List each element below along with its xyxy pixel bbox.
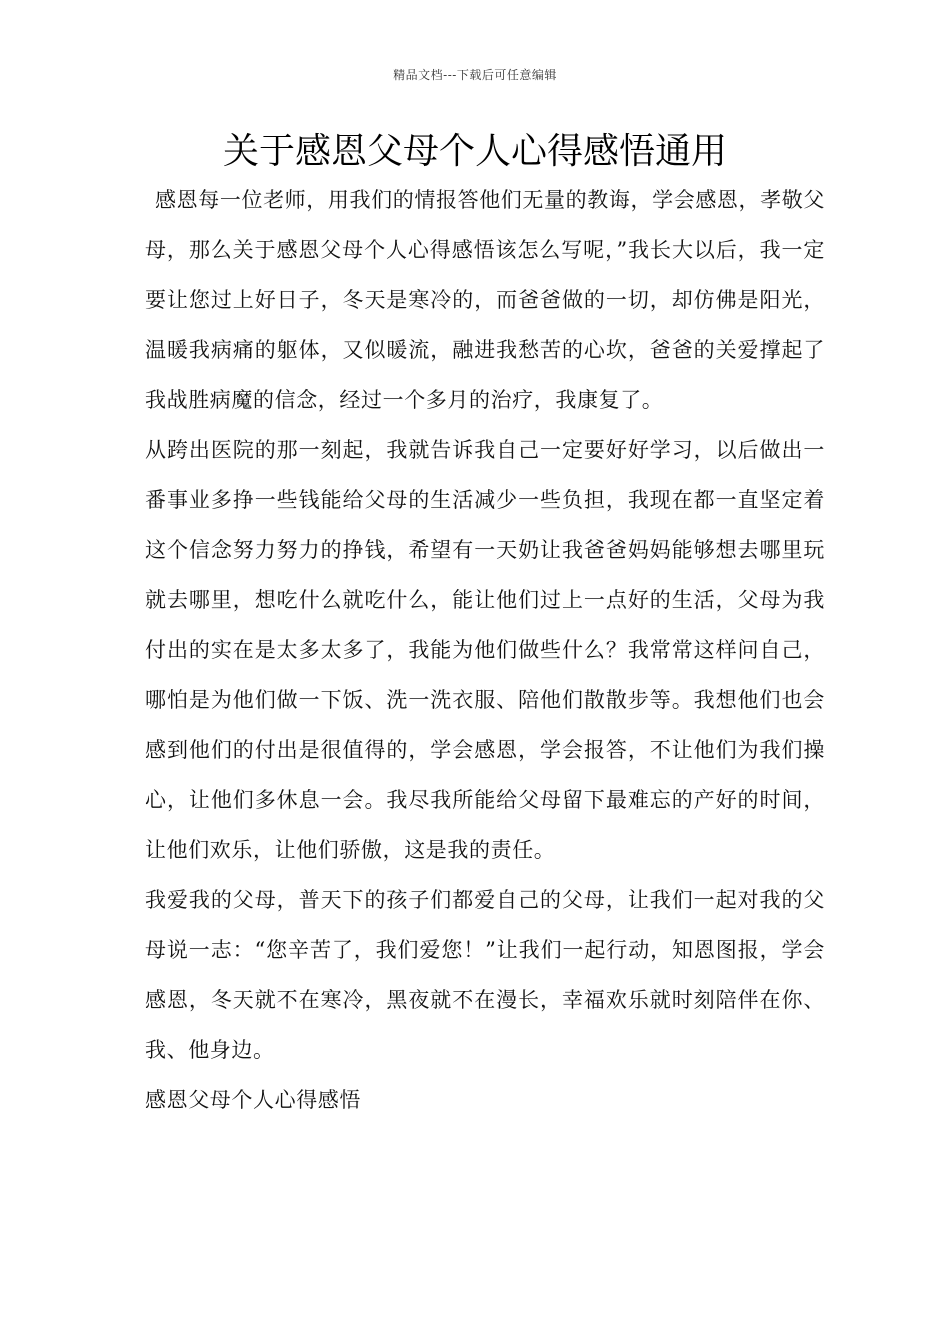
document-body	[145, 175, 825, 1125]
paragraph-2: 从跨出医院的那一刻起，我就告诉我自己一定要好好学习，以后做出一番事业多挣一些钱能给父母的生活减少一些负担，我现在都一直坚定着这个信念努力努力的挣钱，希望有一天奶让我爸爸妈妈能够想去哪里玩就去哪里，想吃什么就吃什么，能让他们过上一点好的生活，父母为我付出的实在是太多太多了，我能为他们做些什么？我常常这样问自己，哪怕是为他们做一下饭、洗一洗衣服、陪他们散散步等。我想他们也会感到他们的付出是很值得的，学会感恩，学会报答，不让他们为我们操心，让他们多休息一会。我尽我所能给父母留下最难忘的产好的时间，让他们欢乐，让他们骄傲，这是我的责任。	[145, 438, 825, 862]
header-note: 精品文档---下载后可任意编辑	[393, 68, 557, 82]
paragraph-3: 我爱我的父母，普天下的孩子们都爱自己的父母，让我们一起对我的父母说一志：“您辛苦了，我们爱您！”让我们一起行动，知恩图报，学会感恩，冬天就不在寒冷，黑夜就不在漫长，幸福欢乐就时刻陪伴在你、我、他身边。	[145, 888, 825, 1062]
paragraph-1: 感恩每一位老师，用我们的情报答他们无量的教诲，学会感恩，孝敬父母，那么关于感恩父母个人心得感悟该怎么写呢，”我长大以后，我一定要让您过上好日子，冬天是寒冷的，而爸爸做的一切，却仿佛是阳光，温暖我病痛的躯体，又似暖流，融进我愁苦的心坎，爸爸的关爱撑起了我战胜病魔的信念，经过一个多月的治疗，我康复了。	[145, 188, 825, 412]
document-title: 关于感恩父母个人心得感悟通用	[222, 131, 727, 172]
section-subheading: 感恩父母个人心得感悟	[145, 1088, 361, 1112]
